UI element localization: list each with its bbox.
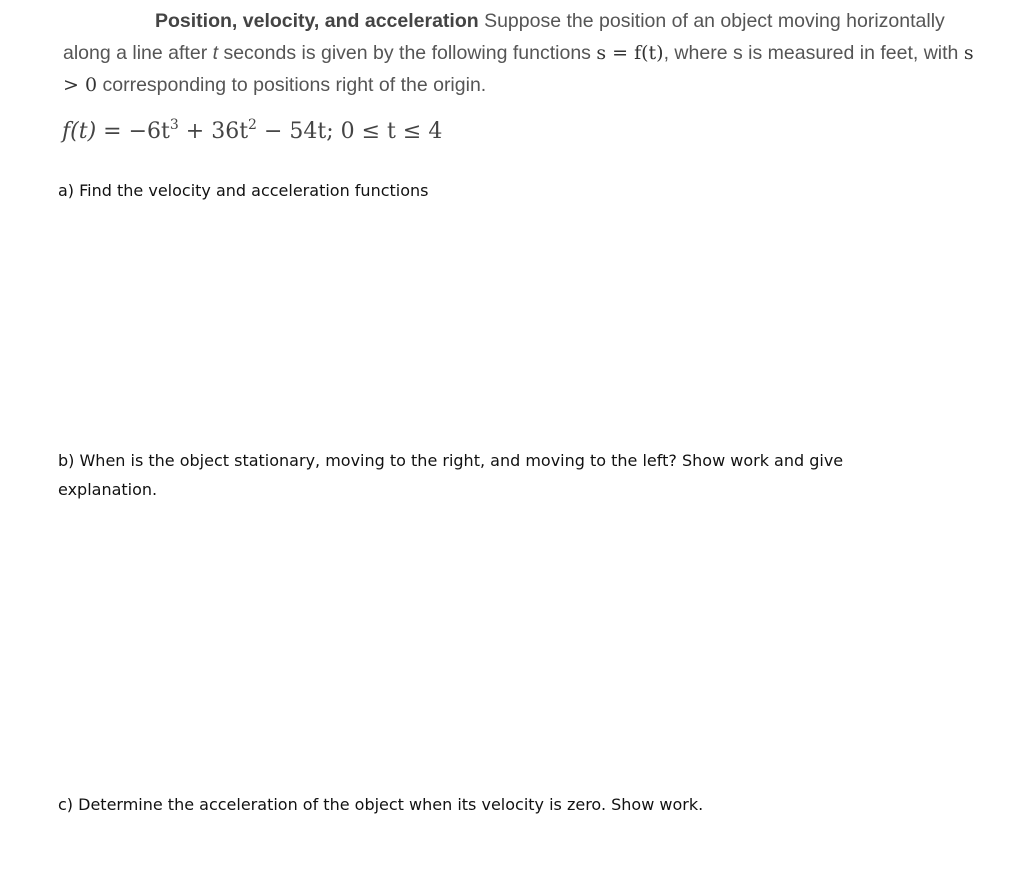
formula-lhs: f(t) <box>62 119 97 144</box>
intro-variable-s: s <box>732 42 743 64</box>
question-c: c) Determine the acceleration of the object when its velocity is zero. Show work. <box>58 795 704 814</box>
formula-term-1: −6t <box>128 119 170 144</box>
intro-text-3: , where <box>663 42 733 64</box>
question-b: b) When is the object stationary, moving to the right, and moving to the left? Show work and give explanation. <box>58 451 844 499</box>
formula-term-2: + 36t <box>178 119 249 144</box>
intro-text-2: seconds is given by the following functions <box>218 42 597 64</box>
formula-term-3: − 54t; <box>256 119 341 144</box>
intro-text-5: corresponding to positions right of the origin. <box>97 74 487 96</box>
formula-equals: = <box>96 119 129 144</box>
intro-text-4: is measured in feet, with <box>742 42 964 64</box>
intro-inequality: s > 0 <box>63 42 974 96</box>
formula-domain: 0 ≤ t ≤ 4 <box>340 119 443 144</box>
formula-exponent-2: 2 <box>248 117 257 133</box>
intro-equation: s = f(t) <box>596 42 664 64</box>
question-a: a) Find the velocity and acceleration functions <box>58 181 429 200</box>
problem-intro <box>63 5 983 101</box>
formula-exponent-1: 3 <box>169 117 179 133</box>
intro-variable-t: t <box>212 42 219 64</box>
position-function <box>62 119 442 144</box>
problem-title: Position, velocity, and acceleration <box>155 10 479 32</box>
intro-text-1: Suppose the position of an object moving horizontally along a line after <box>63 10 945 64</box>
